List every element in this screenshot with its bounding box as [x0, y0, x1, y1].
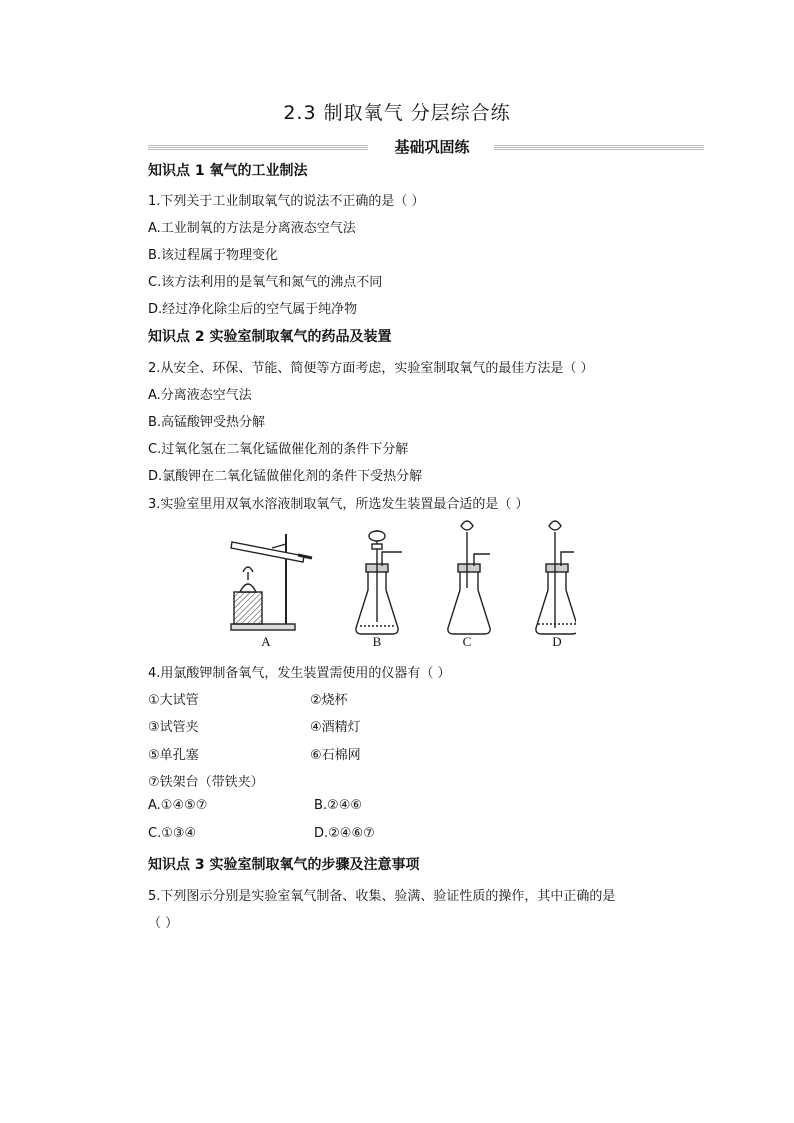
q4-option-c: C.①③④	[148, 826, 197, 841]
page-title: 2.3 制取氧气 分层综合练	[283, 102, 511, 124]
label-c: C	[462, 634, 472, 649]
q2-option-c: C.过氧化氢在二氧化锰做催化剂的条件下分解	[148, 442, 409, 457]
q2-option-b: B.高锰酸钾受热分解	[148, 415, 266, 430]
q4-item-7: ⑦铁架台（带铁夹）	[148, 775, 264, 790]
q4-option-b: B.②④⑥	[314, 798, 363, 813]
label-a: A	[261, 634, 271, 649]
q1-option-d: D.经过净化除尘后的空气属于纯净物	[148, 302, 358, 317]
q1-option-b: B.该过程属于物理变化	[148, 248, 279, 263]
q2-option-d: D.氯酸钾在二氧化锰做催化剂的条件下受热分解	[148, 469, 423, 484]
knowledge-point-2: 知识点 2 实验室制取氧气的药品及装置	[148, 329, 392, 345]
q2-option-a: A.分离液态空气法	[148, 388, 252, 403]
q4-option-d: D.②④⑥⑦	[314, 826, 375, 841]
q1-stem: 1.下列关于工业制取氧气的说法不正确的是（ ）	[148, 194, 425, 209]
q3-stem: 3.实验室里用双氧水溶液制取氧气，所选发生装置最合适的是（ ）	[148, 497, 529, 512]
apparatus-d	[536, 521, 576, 634]
q1-option-c: C.该方法利用的是氧气和氮气的沸点不同	[148, 275, 383, 290]
q5-stem: 5.下列图示分别是实验室氧气制备、收集、验满、验证性质的操作，其中正确的是	[148, 889, 616, 904]
apparatus-figure	[228, 518, 576, 650]
knowledge-point-1: 知识点 1 氧气的工业制法	[148, 163, 308, 179]
q4-item-1: ①大试管	[148, 693, 199, 708]
apparatus-a	[231, 534, 312, 630]
apparatus-c	[448, 521, 490, 634]
q2-stem: 2.从安全、环保、节能、简便等方面考虑，实验室制取氧气的最佳方法是（ ）	[148, 361, 594, 376]
q4-option-a: A.①④⑤⑦	[148, 798, 208, 813]
label-d: D	[552, 634, 562, 649]
q4-item-2: ②烧杯	[310, 693, 348, 708]
q4-item-5: ⑤单孔塞	[148, 748, 199, 763]
apparatus-b	[356, 530, 402, 634]
q1-option-a: A.工业制氧的方法是分离液态空气法	[148, 221, 356, 236]
knowledge-point-3: 知识点 3 实验室制取氧气的步骤及注意事项	[148, 857, 420, 873]
q4-stem: 4.用氯酸钾制备氧气，发生装置需使用的仪器有（ ）	[148, 666, 451, 681]
q4-item-4: ④酒精灯	[310, 720, 361, 735]
banner-rule-left	[148, 145, 368, 150]
section-title: 基础巩固练	[394, 138, 470, 156]
banner-rule-right	[494, 145, 704, 150]
q5-blank: （ ）	[148, 916, 179, 931]
label-b: B	[372, 634, 382, 649]
q4-item-3: ③试管夹	[148, 720, 199, 735]
q4-item-6: ⑥石棉网	[310, 748, 361, 763]
section-banner	[148, 136, 704, 158]
